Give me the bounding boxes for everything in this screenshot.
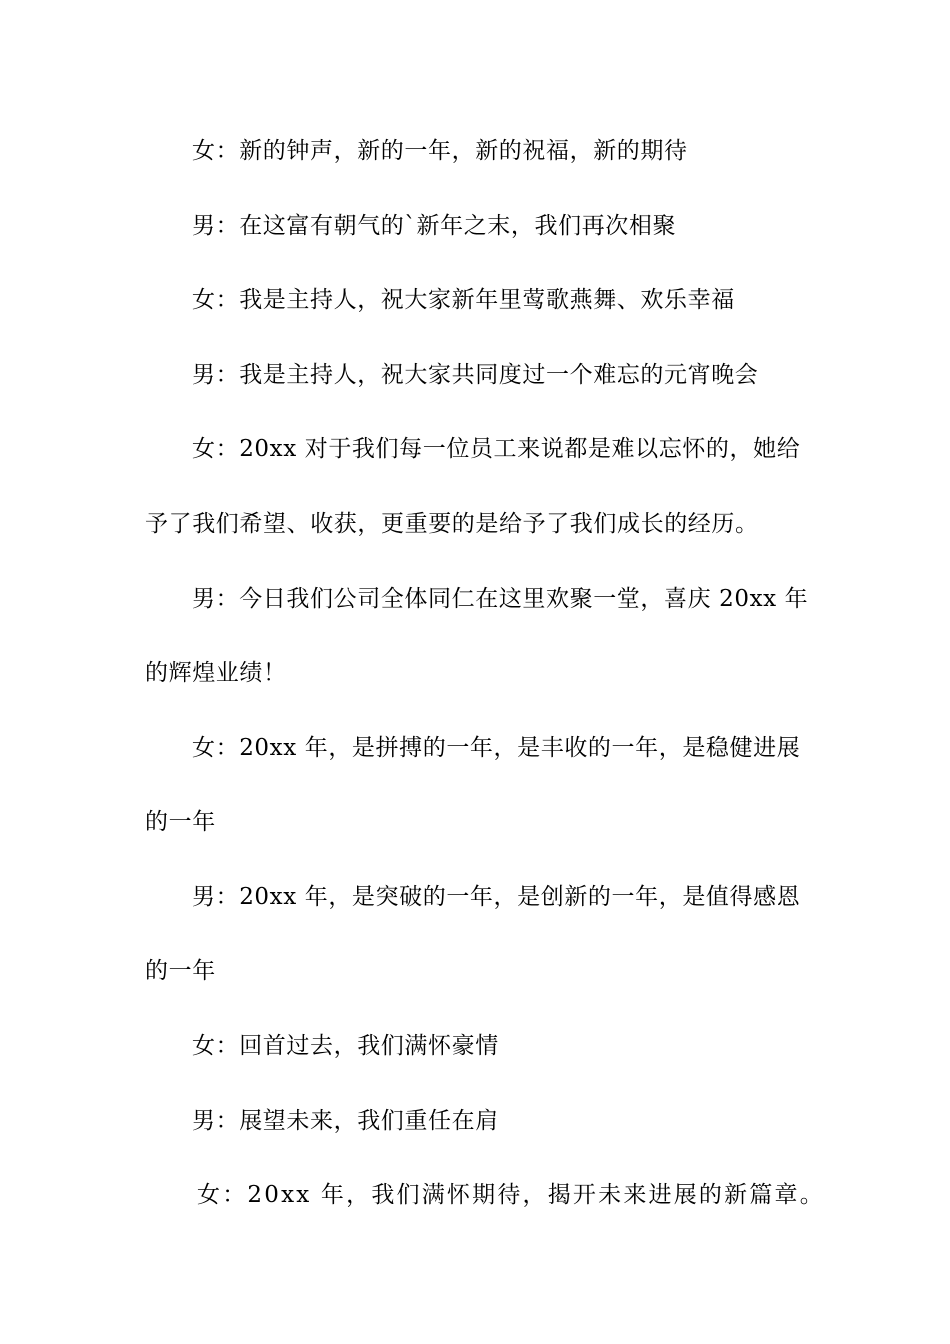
text-line: 女：20xx 对于我们每一位员工来说都是难以忘怀的，她给 [192,436,801,462]
text-line: 男：我是主持人，祝大家共同度过一个难忘的元宵晚会 [192,362,759,388]
text-line: 女：回首过去，我们满怀豪情 [192,1033,499,1059]
text-line: 男：展望未来，我们重任在肩 [192,1108,499,1134]
text-line: 的辉煌业绩！ [145,660,287,686]
text-line: 男：在这富有朝气的`新年之末，我们再次相聚 [192,213,677,239]
text-line: 男：今日我们公司全体同仁在这里欢聚一堂，喜庆 20xx 年 [192,586,809,612]
text-line: 女：20xx 年，我们满怀期待，揭开未来进展的新篇章。 [197,1182,825,1208]
text-line: 女：20xx 年，是拼搏的一年，是丰收的一年，是稳健进展 [192,735,801,761]
text-line: 女：新的钟声，新的一年，新的祝福，新的期待 [192,138,688,164]
text-line: 的一年 [145,958,216,984]
text-line: 的一年 [145,809,216,835]
text-line: 女：我是主持人，祝大家新年里莺歌燕舞、欢乐幸福 [192,287,735,313]
text-line: 男：20xx 年，是突破的一年，是创新的一年，是值得感恩 [192,884,801,910]
text-line: 予了我们希望、收获，更重要的是给予了我们成长的经历。 [145,511,759,537]
